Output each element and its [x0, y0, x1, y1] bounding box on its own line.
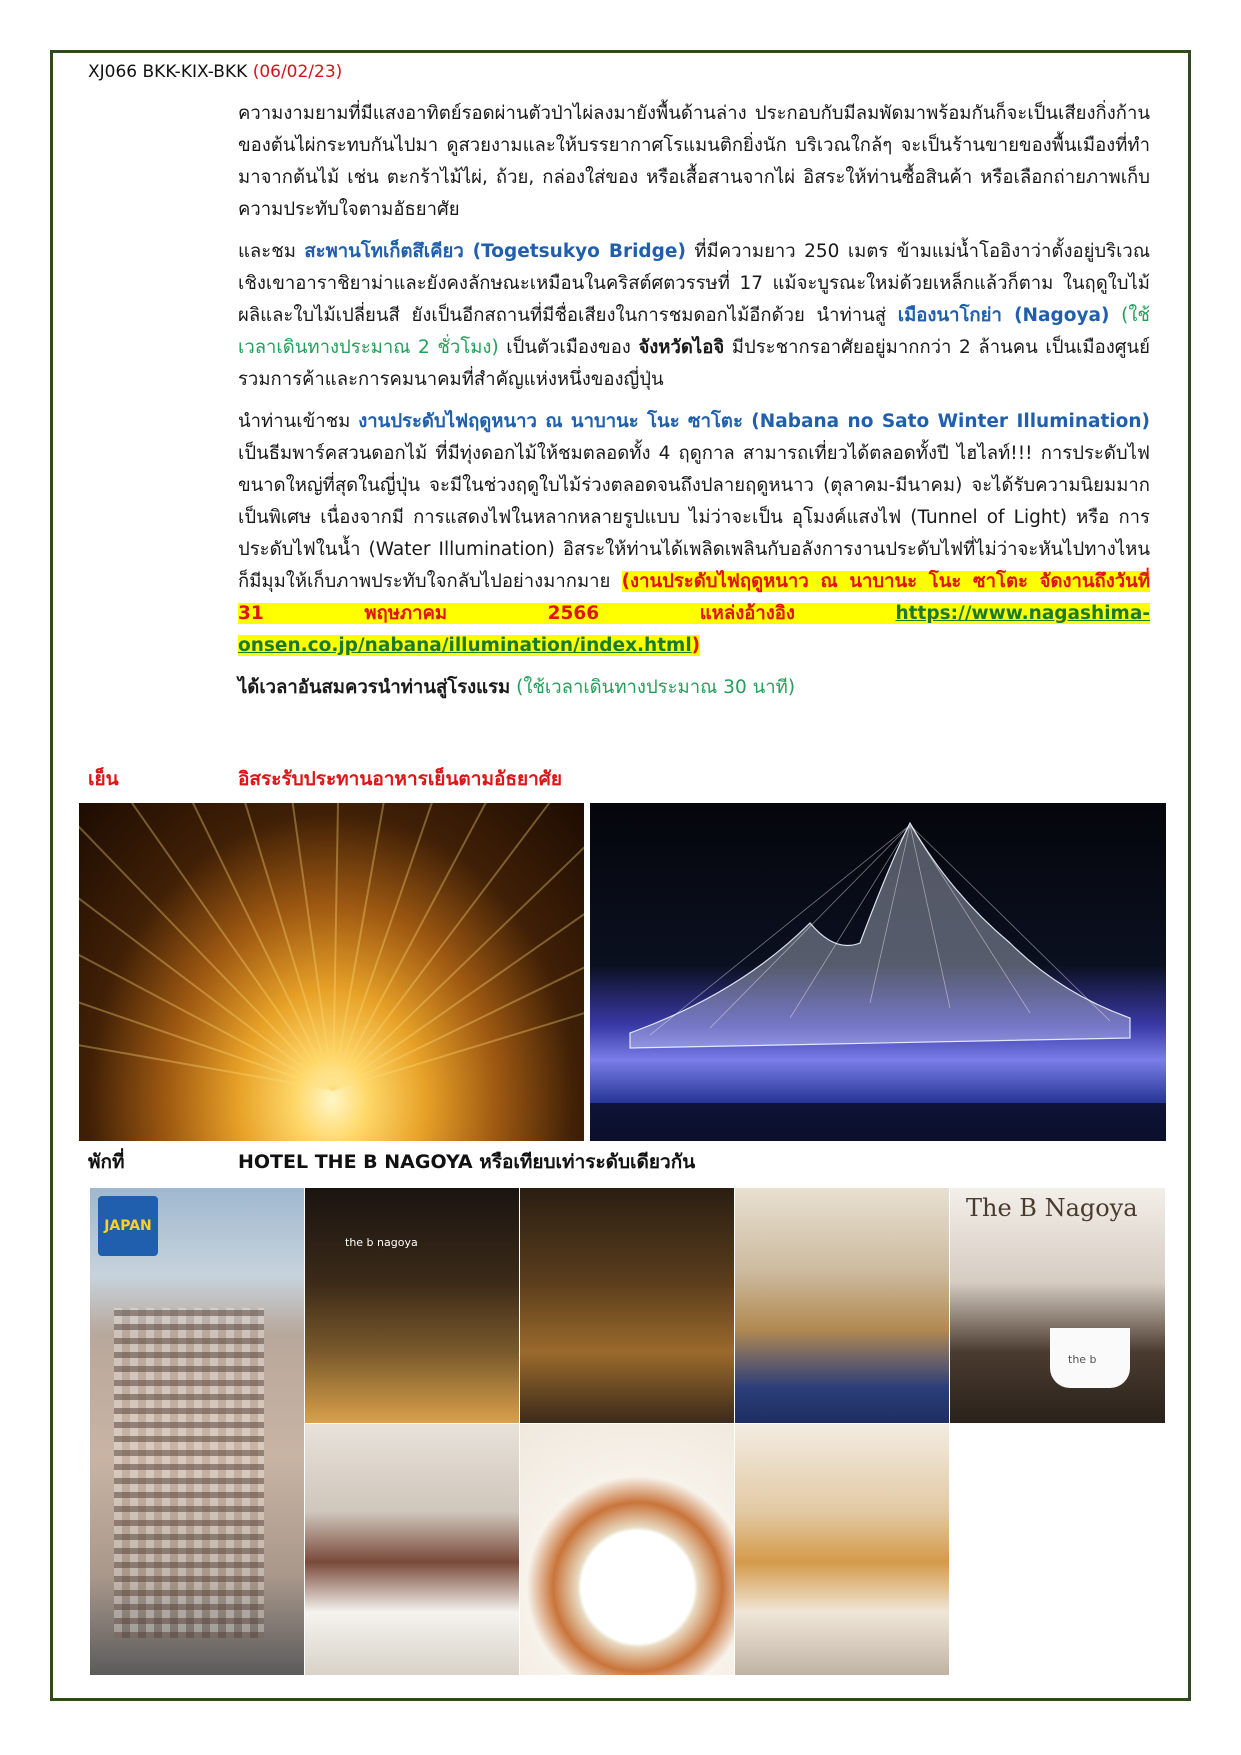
paragraph-bridge: และชม สะพานโทเก็ตสึเคียว (Togetsukyo Bridge) ที่มีความยาว 250 เมตร ข้ามแม่น้ำโออิงาว่าตั้งอยู่บริเวณเชิงเขาอาราชิยาม่าและยังคงลักษณะเหมือนในคริสต์ศตวรรษที่ 17 แม้จะบูรณะใหม่ด้วยเหล็กแล้วก็ตาม ในฤดูใบไม้ผลิและใบไม้เปลี่ยนสี ยังเป็นอีกสถานที่มีชื่อเสียงในการชมดอกไม้อีกด้วย นำท่านสู่ เมืองนาโกย่า (Nagoya) (ใช้เวลาเดินทางประมาณ 2 ชั่วโมง) เป็นตัวเมืองของ จังหวัดไอจิ มีประชากรอาศัยอยู่มากกว่า 2 ล้านคน เป็นเมืองศูนย์รวมการค้าและการคมนาคมที่สำคัญแห่งหนึ่งของญี่ปุ่น [238, 241, 1150, 390]
transfer-time: (ใช้เวลาเดินทางประมาณ 30 นาที) [510, 677, 796, 698]
hotel-room-photo [305, 1424, 520, 1676]
bridge-name: สะพานโทเก็ตสึเคียว (Togetsukyo Bridge) [304, 241, 686, 262]
hotel-coffee-photo [950, 1188, 1166, 1424]
paragraph-illumination: นำท่านเข้าชม งานประดับไฟฤดูหนาว ณ นาบานะ โนะ ซาโตะ (Nabana no Sato Winter Illumination) เป็นธีมพาร์คสวนดอกไม้ ที่มีทุ่งดอกไม้ให้ชมตลอดทั้ง 4 ฤดูกาล สามารถเที่ยวได้ตลอดทั้งปี ไฮไลท์!!! การประดับไฟขนาดใหญ่ที่สุดในญี่ปุ่น จะมีในช่วงฤดูใบไม้ร่วงตลอดจนถึงปลายฤดูหนาว (ตุลาคม-มีนาคม) จะได้รับความนิยมมากเป็นพิเศษ เนื่องจากมี การแสดงไฟในหลากหลายรูปแบบ ไม่ว่าจะเป็น อุโมงค์แสงไฟ (Tunnel of Light) หรือ การประดับไฟในน้ำ (Water Illumination) อิสระให้ท่านได้เพลิดเพลินกับอลังการงานประดับไฟที่ไม่ว่าจะหันไปทางไหนก็มีมุมให้เก็บภาพประทับใจกลับไปอย่างมากมาย (งานประดับไฟฤดูหนาว ณ นาบานะ โนะ ซาโตะ จัดงานถึงวันที่ 31 พฤษภาคม 2566 แหล่งอ้างอิง https://www.nagashima-onsen.co.jp/nabana/illumination/index.html) [238, 411, 1151, 656]
light-ray [79, 1020, 333, 1091]
event-note: (งานประดับไฟฤดูหนาว ณ นาบานะ โนะ ซาโตะ จัดงานถึงวันที่ 31 พฤษภาคม 2566 แหล่งอ้างอิง [238, 571, 1151, 624]
itinerary-body [238, 98, 1150, 714]
paragraph-bamboo: ความงามยามที่มีแสงอาทิตย์รอดผ่านตัวป่าไผ่ลงมายังพื้นด้านล่าง ประกอบกับมีลมพัดมาพร้อมกันก็จะเป็นเสียงกิ่งก้านของต้นไผ่กระทบกันไปมา ดูสวยงามและให้บรรยากาศโรแมนติกยิ่งนัก บริเวณใกล้ๆ จะเป็นร้านขายของพื้นเมืองที่ทำมาจากต้นไม้ เช่น ตะกร้าไม้ไผ่, ถ้วย, กล่องใส่ของ หรือเสื้อสานจากไผ่ อิสระให้ท่านซื้อสินค้า หรือเลือกถ่ายภาพเก็บความประทับใจตามอัธยาศัย [238, 103, 1150, 220]
tunnel-of-light-photo [79, 803, 584, 1141]
japan-logo: JAPAN [98, 1196, 158, 1256]
light-ray [332, 803, 522, 1091]
light-ray [332, 803, 464, 1091]
entrance-sign: the b nagoya [345, 1236, 418, 1249]
hotel-name: HOTEL THE B NAGOYA [238, 1151, 473, 1173]
aichi-name: จังหวัดไอจิ [638, 337, 725, 358]
breakfast-plate-photo [520, 1424, 735, 1676]
light-ray [79, 803, 333, 1091]
breakfast-buffet-photo [735, 1424, 950, 1676]
stay-text: HOTEL THE B NAGOYA หรือเทียบเท่าระดับเดียวกัน [238, 1151, 696, 1173]
water-illumination-photo [590, 803, 1166, 1141]
dinner-text: อิสระรับประทานอาหารเย็นตามอัธยาศัย [238, 768, 562, 790]
reference-link[interactable]: https://www.nagashima-onsen.co.jp/nabana/illumination/index.html [238, 603, 1150, 656]
hotel-photo-collage [90, 1188, 1166, 1676]
light-ray [332, 972, 584, 1091]
hotel-exterior-photo [90, 1188, 305, 1676]
travel-time: (ใช้เวลาเดินทางประมาณ 2 ชั่วโมง) [238, 305, 1150, 358]
event-name: งานประดับไฟฤดูหนาว ณ นาบานะ โนะ ซาโตะ (Nabana no Sato Winter Illumination) [358, 411, 1150, 432]
hotel-lobby-photo [520, 1188, 735, 1424]
light-ray [332, 860, 584, 1091]
hotel-entrance-photo [305, 1188, 520, 1424]
tour-code: XJ066 BKK-KIX-BKK [88, 62, 248, 82]
hotel-brand-logo: The B Nagoya [966, 1194, 1138, 1222]
light-net-shape [590, 803, 1166, 1141]
stay-label: พักที่ [88, 1151, 125, 1173]
page-header [88, 62, 342, 82]
hotel-lounge-photo [735, 1188, 950, 1424]
paragraph-hotel-transfer: ได้เวลาอันสมควรนำท่านสู่โรงแรม (ใช้เวลาเดินทางประมาณ 30 นาที) [238, 677, 796, 698]
light-ray [79, 959, 333, 1091]
nagoya-name: เมืองนาโกย่า (Nagoya) [897, 305, 1110, 326]
revision-date: (06/02/23) [252, 62, 343, 82]
light-ray [156, 803, 333, 1091]
dinner-label: เย็น [88, 768, 119, 790]
cup-text: the b [1068, 1353, 1097, 1366]
